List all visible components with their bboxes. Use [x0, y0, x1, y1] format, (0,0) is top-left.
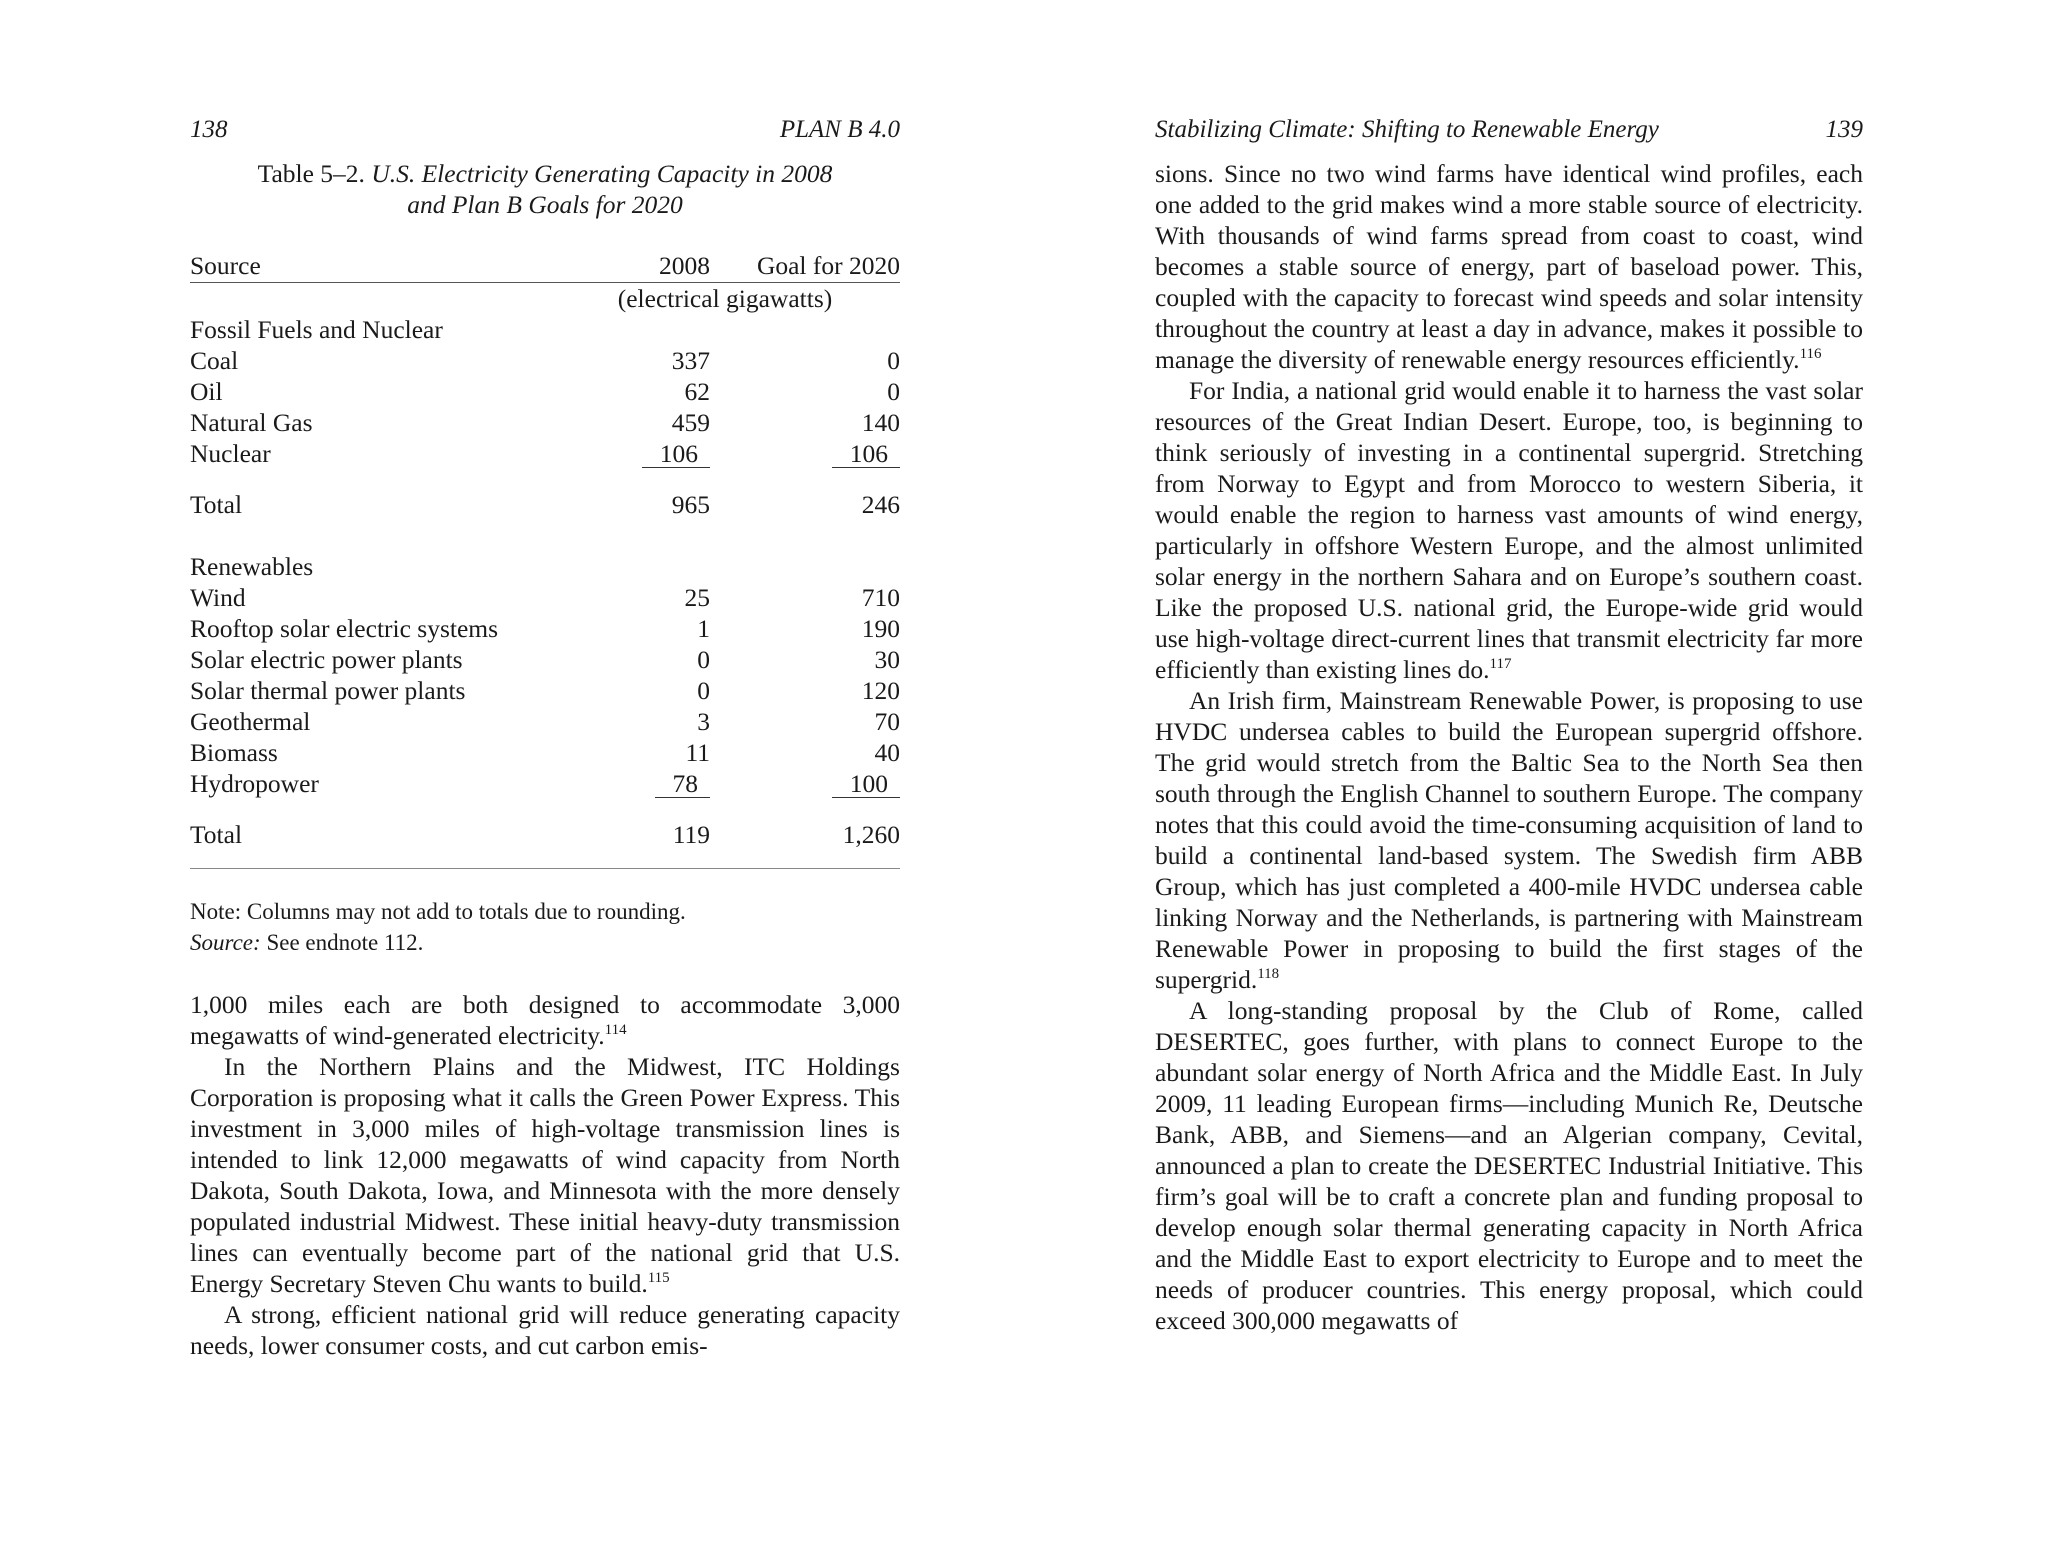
cell-2008: 78: [655, 770, 711, 798]
table-row: [190, 345, 900, 376]
total-label: Total: [190, 490, 243, 519]
table-caption: [190, 158, 900, 220]
group-heading-row: [190, 314, 900, 345]
total-row: [190, 819, 900, 850]
cell-2020: 140: [861, 408, 900, 437]
header-source: Source: [190, 250, 550, 283]
table-row: [190, 675, 900, 706]
endnote-ref: 118: [1257, 966, 1280, 982]
total-2008: 119: [672, 820, 710, 849]
cell-2008: 3: [697, 707, 710, 736]
paragraph: For India, a national grid would enable it to harness the vast solar resources of the Great Indian Desert. Europe, too, is beginning to think seriously of investing in a continental supergrid. Stretching from Norway to Egypt and from Morocco to western Siberia, it would enable the region to harness vast amounts of wind energy, particularly in offshore Western Europe, and the almost unlimited solar energy in the northern Sahara and on Europe’s southern coast. Like the proposed U.S. national grid, the Europe-wide grid would use high-voltage direct-current lines that transmit electricity far more efficiently than existing lines do.$^{117}$: [1155, 376, 1863, 684]
total-row: [190, 489, 900, 520]
paragraph: An Irish firm, Mainstream Renewable Power, is proposing to use HVDC undersea cables to build the European supergrid offshore. The grid would stretch from the Baltic Sea to the North Sea then south through the English Channel to southern Europe. The company notes that this could avoid the time-consuming acquisition of land to build a continental land-based system. The Swedish firm ABB Group, which has just completed a 400-mile HVDC undersea cable linking Norway and the Netherlands, is partnering with Mainstream Renewable Power in proposing to build the first stages of the supergrid.$^{118}$: [1155, 686, 1863, 994]
endnote-ref: 115: [647, 1270, 670, 1286]
table-bottom-rule: [190, 850, 900, 869]
table-row: [190, 768, 900, 799]
source-text: See endnote 112.: [266, 930, 424, 955]
cell-2020: 100: [832, 770, 900, 798]
row-label: Geothermal: [190, 707, 311, 736]
paragraph: sions. Since no two wind farms have identical wind profiles, each one added to the grid makes wind a more stable source of electricity. With thousands of wind farms spread from coast to coast, wind becomes a stable source of energy, part of baseload power. This, coupled with the capacity to forecast wind speeds and solar intensity throughout the country at least a day in advance, makes it possible to manage the diversity of renewable energy resources efficiently.$^{116}$: [1155, 159, 1863, 374]
cell-2020: 30: [874, 645, 900, 674]
row-label: Biomass: [190, 738, 278, 767]
table-row: [190, 582, 900, 613]
group-heading-renewables: Renewables: [190, 552, 314, 581]
cell-2020: 190: [861, 614, 900, 643]
left-page: [190, 0, 900, 1567]
running-title: PLAN B 4.0: [779, 116, 900, 143]
table-row: [190, 376, 900, 407]
table-row: [190, 644, 900, 675]
cell-2008: 459: [671, 408, 710, 437]
table-number: Table 5–2.: [257, 159, 365, 188]
cell-2008: 62: [684, 377, 710, 406]
cell-2020: 106: [832, 440, 900, 468]
paragraph: A strong, efficient national grid will reduce generating capacity needs, lower consumer costs, and cut carbon emis-: [190, 1300, 900, 1360]
cell-2020: 710: [861, 583, 900, 612]
table-note: Note: Columns may not add to totals due to rounding.: [190, 899, 686, 924]
left-body-text: [190, 989, 900, 1361]
table-header-row: [190, 250, 900, 283]
group-heading-fossil: Fossil Fuels and Nuclear: [190, 315, 443, 344]
running-head: [1155, 114, 1863, 146]
table-title-line-2: and Plan B Goals for 2020: [407, 190, 683, 219]
cell-2008: 11: [685, 738, 710, 767]
cell-2008: 0: [697, 676, 710, 705]
cell-2008: 25: [684, 583, 710, 612]
running-title: Stabilizing Climate: Shifting to Renewable Energy: [1155, 116, 1659, 143]
table-title-line-1: U.S. Electricity Generating Capacity in 2008: [371, 159, 833, 188]
cell-2020: 0: [887, 377, 900, 406]
row-label: Rooftop solar electric systems: [190, 614, 499, 643]
header-2008: 2008: [550, 250, 710, 283]
row-label: Hydropower: [190, 769, 319, 798]
group-heading-row: [190, 551, 900, 582]
running-head: [190, 114, 900, 146]
header-goal-2020: Goal for 2020: [710, 250, 900, 283]
table-row: [190, 407, 900, 438]
total-2020: 1,260: [842, 820, 900, 849]
page-number: 139: [1825, 116, 1863, 143]
units-label: (electrical gigawatts): [617, 284, 833, 313]
cell-2020: 40: [874, 738, 900, 767]
endnote-ref: 114: [604, 1022, 627, 1038]
cell-2020: 70: [874, 707, 900, 736]
cell-2020: 120: [861, 676, 900, 705]
paragraph: A long-standing proposal by the Club of Rome, called DESERTEC, goes further, with plans to connect Europe to the abundant solar energy of North Africa and the Middle East. In July 2009, 11 leading European firms—including Munich Re, Deutsche Bank, ABB, and Siemens—and an Algerian company, Cevital, announced a plan to create the DESERTEC Industrial Initiative. This firm’s goal will be to craft a concrete plan and funding proposal to develop enough solar thermal generating capacity in North Africa and the Middle East to export electricity to Europe and to meet the needs of producer countries. This energy proposal, which could exceed 300,000 megawatts of: [1155, 996, 1863, 1335]
row-label: Nuclear: [190, 439, 271, 468]
row-label: Solar electric power plants: [190, 645, 463, 674]
cell-2008: 1: [697, 614, 710, 643]
row-label: Solar thermal power plants: [190, 676, 466, 705]
right-body-text: [1155, 158, 1863, 1336]
capacity-table: [190, 250, 900, 869]
endnote-ref: 116: [1799, 346, 1822, 362]
table-row: [190, 737, 900, 768]
total-label: Total: [190, 820, 243, 849]
row-label: Oil: [190, 377, 223, 406]
row-label: Wind: [190, 583, 246, 612]
paragraph: 1,000 miles each are both designed to accommodate 3,000 megawatts of wind-generated electricity.$^{114}$: [190, 990, 900, 1050]
endnote-ref: 117: [1489, 656, 1512, 672]
cell-2008: 106: [642, 440, 710, 468]
page-number: 138: [190, 116, 228, 143]
source-label: Source:: [190, 930, 261, 955]
table-notes: [190, 896, 900, 958]
units-row: [190, 283, 900, 315]
row-label: Natural Gas: [190, 408, 313, 437]
table-row: [190, 613, 900, 644]
table-row: [190, 438, 900, 469]
row-label: Coal: [190, 346, 239, 375]
cell-2008: 337: [671, 346, 710, 375]
right-page: [1155, 0, 1863, 1567]
total-2008: 965: [671, 490, 710, 519]
cell-2008: 0: [697, 645, 710, 674]
table-source: [190, 927, 900, 958]
total-2020: 246: [861, 490, 900, 519]
paragraph: In the Northern Plains and the Midwest, ITC Holdings Corporation is proposing what it calls the Green Power Express. This investment in 3,000 miles of high-voltage transmission lines is intended to link 12,000 megawatts of wind capacity from North Dakota, South Dakota, Iowa, and Minnesota with the more densely populated industrial Midwest. These initial heavy-duty transmission lines can eventually become part of the national grid that U.S. Energy Secretary Steven Chu wants to build.$^{115}$: [190, 1052, 900, 1298]
table-row: [190, 706, 900, 737]
cell-2020: 0: [887, 346, 900, 375]
